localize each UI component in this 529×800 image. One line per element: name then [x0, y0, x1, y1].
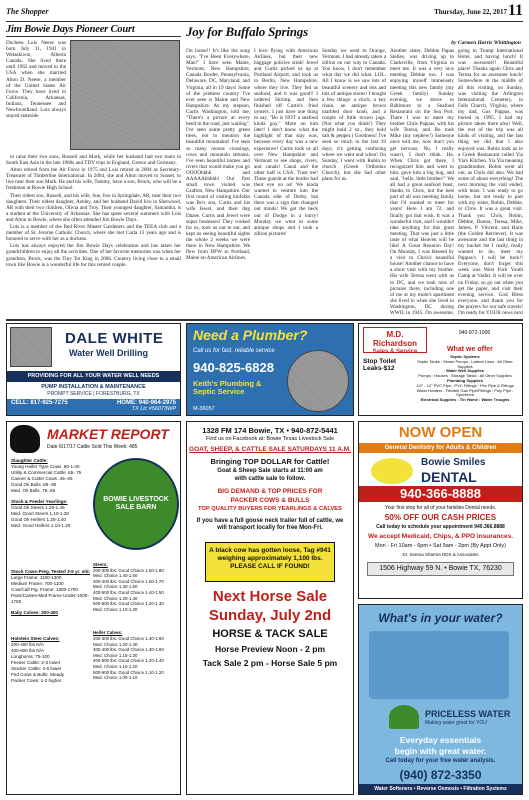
market-line: Med. Choice 1.00-1.10: [93, 675, 138, 681]
mdr-sub: Sales & Service: [372, 349, 418, 355]
dental-general: General Dentistry for Adults & Children: [359, 443, 522, 453]
market-line: 300-400 lbs. Good Choice 1.50-1.70: [93, 578, 164, 584]
joy-article: [186, 24, 523, 316]
market-line: Good Ok Steers 1.20-1.45: [11, 505, 65, 510]
market-line: Canner & Cutter Cows .45-.65: [11, 476, 73, 481]
market-line: Med. Choice 1.30-1.50: [93, 584, 138, 590]
divider: [6, 319, 523, 321]
dale-home: HOME: 940-964-2975: [116, 400, 176, 406]
water-logo-icon: [389, 705, 419, 729]
market-line: Pairs/Calves-Med Frame Under-1000-1750: [11, 593, 89, 604]
barn-goat-follow: with cattle sale to follow.: [234, 476, 306, 482]
water-call: Call today for your free water analysis.: [385, 758, 496, 764]
market-line: Med. Choice 1.10-1.30: [93, 606, 138, 612]
market-line: Good Ok Bulls .85-.95: [11, 482, 57, 487]
pairs-list: [11, 575, 91, 605]
joy-column-2: I love flying with American Airlines, but their new baggage policies stink! Jewel and Curtis picked us up at Portland Airport, and took us to Berlin, New Hampshire, where they live. They fed us seafood, and it was good!! I ordered Shrimp, and then finished off Curtis's fried oysters. I just have one thing to say, "Bo is NOT a seafood kinda guy." More on him later! I don't know what the highlight of that stay was, because every day was a new experience! Curtis took us all over New Hampshire and Vermont to see shops, rivers, and canals! Canal and the other half is USA. Trust me! These guards at the border had their eye on us! We kinda wanted to venture into the Canada side of Derby, but there was a sign that changed our minds! We got the heck out of Dodge in a hurry! Monday we went to some antique shops and I took a zillion pictures!: [254, 48, 318, 237]
market-line: Utility & Commercial Cattle .65-.75: [11, 470, 82, 475]
holstein-heading: Holstein Steer Calves:: [11, 636, 60, 641]
mdr-name: M.D. Richardson: [372, 330, 417, 348]
joy-column-1: I'm home!! It's like the song says, "I've Been Everywhere, Man!" I have seen Maine, Vermont, New Hampshire, Canada Border, Pennsylvania, Delaware, DC, Maryland, and Virginia, all in 19 days! Some of the prettiest country I've ever seen is Maine and New Hampshire. As my stepson, Curtis Washington, told me, "There's a picture at every bend in the road, just waiting". I've seen some pretty green trees, not to mention the beautiful mountains! I've seen so many moose crossings, cows and mountain streams. I've seen beautiful homes and rivers that would make you go OOOOhhhh and AAAAAhhhhh! Our first small town visited was Grafton, New Hampshire. Our first round of visiting kinfolks was Bo's son, Curtis and his wife Jewel, and their dog Dazee. Curtis and Jewel were super hostesses! They cooked for us, took us out to eat, and kept us seeing beautiful sights the whole 2 weeks we were there in New Hampshire. We flew from DFW to Portland, Maine on American Airlines.: [186, 48, 250, 262]
barn-tack-time: Tack Sale 2 pm - Horse Sale 5 pm: [202, 658, 338, 668]
bowie-paragraph: Alton retired from the Air Force in 1975 and Lois retired in 2004 as Secretary-Treasurer of Timberline International. In 2004, she and Alton moved to Sunset, to live near their son Mark. He and his wife, Tammy, have a son, Brock, who will be a freshman at Bowie High School.: [6, 167, 181, 192]
dental-accept: We accept Medicaid, Chips, & PPO insurances.: [367, 533, 514, 540]
heifers-list: [93, 636, 179, 681]
market-line: Med. Choice 1.20-1.40: [93, 641, 138, 647]
dale-cell: CELL: 817-925-7275: [11, 400, 68, 406]
barn-goat-sale: GOAT, SHEEP, & CATTLE SALE SATURDAYS 11 A.M.: [189, 446, 351, 453]
plumber-company: Keith's Plumbing & Septic Service: [193, 379, 262, 396]
water-sub: Making water great for YOU: [425, 720, 487, 726]
slaughter-heading: Slaughter Cattle:: [11, 458, 48, 463]
market-title: MARKET REPORT: [47, 426, 169, 442]
dental-hours: Mon - Fri 10am - 6pm • Sat 9am - 2pm (By Appt Only): [375, 543, 506, 549]
water-begin: begin with great water.: [394, 746, 487, 756]
page-header: [6, 4, 523, 22]
joy-column-4: Another sister, Debbie Papas Stelles, was driving up to Clarksville, from Virginia to meet me. It was a very nice meeting Debbie too. I was enjoying myself immensely meeting this new family (my Greek family) Sunday evening, we drove to Baltimore to a Seafood Restaurant on the Sea Port. There I was to meet my brother Chris Pappas, with his wife Teresa, and Bo took Mike (my nephew!) Someone once told me, now don't you get nervous. No, I really wasn't, I don't think. Ha. When Chris got there, I recognized him and went to him, gave him a big hug, and said, "hello, little brother!" We all had a great seafood feast, thanks to Chris, but the best part of all was meeting family that I'd wanted to meet for years! Here I am 72, and finally got that wish. It was a wonderful visit, and I wouldn't take anything for this great meeting. That was just a little taste of what Heaven will be like! A Great Reunion Day! On Monday, I was blessed by a visit to Chris's beautiful house! Another chance to have a short visit with my brother. His wife Teresa went with us to DC, and we took tons of pictures there, including one of me at my mom's apartment she lived in when she lived in Washington, DC during WWII, in 1945. I'm awesome,: [390, 48, 454, 316]
barn-demand: BIG DEMAND & TOP PRICES FOR: [217, 488, 323, 495]
barn-sunday: Sunday, July 2nd: [208, 607, 332, 624]
water-splash-photo: [369, 631, 509, 699]
stock-list: [11, 505, 91, 529]
market-line: Longhorns: 75-100: [11, 654, 50, 659]
dental-word: DENTAL: [421, 469, 477, 485]
market-line: 200-300 lbs. Good Choice 1.40-1.60: [93, 635, 164, 641]
dale-banner: PROVIDING FOR ALL YOUR WATER WELL NEEDS: [7, 371, 180, 382]
market-line: 200-300 lbs. Good Choice 1.60-1.80: [93, 567, 164, 573]
mdr-electrical: Electrical Supplies : Tin Home : Water Troughs: [420, 397, 510, 403]
dental-address: 1506 Highway 59 N. • Bowie TX, 76230: [367, 562, 514, 576]
steers-list: [93, 568, 179, 613]
market-dates: Date 6/17/17 Cattle Sold This Week: 485: [47, 444, 138, 450]
market-line: Med. Choice 1.15-1.30: [93, 652, 138, 658]
dental-now-open: NOW OPEN: [398, 424, 483, 441]
mdr-ad: [358, 323, 523, 416]
duchess-photo: [70, 40, 180, 150]
plumber-tagline: Call us for fast, reliable service: [193, 348, 275, 354]
sale-barn-ad: [186, 421, 354, 795]
barn-address: 1328 FM 174 Bowie, TX • 940-872-5441: [202, 426, 338, 435]
market-line: Stocker Cattle: 4-5 lower: [11, 666, 62, 671]
barn-next-horse: Next Horse Sale: [212, 588, 328, 605]
mdr-water: Pumps : Houses : Storage Tanks : All Other Supplies: [418, 373, 512, 379]
dental-call: Call today to schedule your appointment 940.366.8888: [376, 524, 505, 530]
market-line: Packer Cows: 1-2 higher: [11, 678, 62, 683]
market-line: Medium Frame: 700-1100: [11, 581, 64, 586]
water-services: Water Softeners • Reverse Osmosis • Filtration Systems: [359, 784, 522, 794]
market-line: Fed Cows & Bulls: Steady: [11, 672, 65, 677]
market-line: 500-600 lbs. Good Choice 1.10-1.20: [93, 669, 164, 675]
heifers-heading: Heifer Calves:: [93, 630, 123, 636]
dale-white-name: DALE WHITE: [65, 330, 164, 347]
market-line: Med. Choice 1.10-1.20: [93, 663, 138, 669]
market-line: Feeder Cattle: 2-3 lower: [11, 660, 61, 665]
barn-goat-time: Goat & Sheep Sale starts at 11:00 am: [217, 468, 323, 474]
mdr-phone: 940-872-1006: [459, 330, 491, 336]
barn-haul: If you have a full goose neck trailer full of cattle, we will transport locally for free Mon-Fri.: [196, 518, 344, 531]
mdr-water-heading: Water Well Supplies: [445, 368, 484, 374]
page-number: 11: [507, 2, 523, 19]
market-report: [6, 421, 181, 795]
dental-ad: [358, 421, 523, 599]
dental-phone: 940-366-8888: [359, 486, 522, 502]
drill-rig-photo: [10, 327, 52, 367]
market-line: Young Heifer Type Cows .80-1.00: [11, 464, 80, 469]
bowie-body: [6, 154, 181, 316]
bowie-paragraph: Their oldest son, Russell, and his wife, Sue, live in Springdale, AR, near their two daughters. Their oldest daughter, Ashley, and her husband David live in Sherwood, AR with their two children, Olivia and Troy. Their youngest daughter, Samantha, is a student at the University of Arkansas. She has spent several summers with Lois and Alton in Bowie, where she often attended Jim Bowie Days.: [6, 192, 181, 223]
sale-barn-logo-text: BOWIE LIVESTOCK SALE BARN: [103, 496, 169, 511]
market-line: 400-500 lbs. Good Choice 1.40-1.50: [93, 589, 164, 595]
market-line: Med. Choice 1.40-1.60: [93, 573, 138, 579]
market-left-column: [11, 458, 91, 684]
dale-phones: [7, 399, 180, 416]
water-phone: (940) 872-3350: [399, 768, 482, 782]
market-line: Good Ok Heifers 1.20-1.40: [11, 517, 66, 522]
barn-quality: TOP QUALITY BUYERS FOR YEARLINGS & CALVES: [197, 506, 343, 512]
baby-heading: Baby Calves: 300-400: [11, 610, 58, 615]
barn-horse-tack: HORSE & TACK SALE: [212, 628, 328, 640]
mdr-plumb: 1/2" - 12" PVC Pipe : PVC Fittings : Pex Pipe & Fittings: [416, 382, 514, 388]
publication-name: The Shopper: [6, 7, 49, 16]
slaughter-list: [11, 464, 91, 494]
bowie-article: [6, 24, 181, 316]
plumber-ad: [186, 323, 354, 416]
mdr-logo: [363, 327, 427, 353]
water-ad: [358, 604, 523, 795]
market-line: 200-400 lbs N/A: [11, 642, 44, 647]
market-line: Large Frame: 1100-1300: [11, 575, 62, 580]
joy-byline: by Carmen Harris Whittington: [451, 40, 521, 46]
water-everyday: Everyday essentials: [399, 735, 482, 745]
mdr-offer-list: [409, 355, 521, 403]
dale-white-ad: [6, 323, 181, 416]
market-right-column: [93, 562, 179, 681]
barn-facebook: Find us on Facebook at: Bowie Texas Livestock Sale: [205, 436, 335, 442]
dental-discount: 50% OFF OUR CASH PRICES: [384, 513, 497, 522]
tooth-logo-icon: [371, 458, 413, 484]
steers-heading: Steers:: [93, 562, 108, 567]
market-line: 300-400 lbs. Good Choice 1.30-1.50: [93, 647, 164, 653]
holstein-list: [11, 642, 91, 684]
mdr-plumb-heading: Plumbing Supplies: [446, 377, 483, 383]
joy-column-3: Sunday we went to Orange, Vermont. I had already taken a zillion on our way to Canada. You know, I don't remember what day we did what. LOL. All I know is we saw lots of beautiful scenery and lots and lots of antique stores! I bought a few things: a clock, a key chain, an antique brown marbled door knob, and a couple of little brown jugs. (Not what you think!) They might hold 2 oz., they hold salt & pepper.) Goodness! I've seen so much in the last 19 days, it's getting confusing where we went and when! On Sunday, I went with Robin to church (Greek Orthodox Church), but she had other plans for us.: [322, 48, 386, 182]
plumber-phone: 940-825-6828: [193, 360, 274, 375]
dale-pump: PUMP INSTALLATION & MAINTENANCE: [41, 384, 146, 390]
plumber-headline: Need a Plumber?: [193, 327, 308, 343]
bowie-paragraph: to raise their two sons, Russell and Mark, while her husband had two tours in South East Asia in the late 1960s and TDY trips to England, Greece and Germany.: [6, 154, 181, 167]
joy-column-5: going to Trump International Hotel, and having lunch! It was awesome!! Beautiful place! Thanks again Chris and Teresa for an awesome lunch! Somewhere in the middle of all this visiting, on Sunday, was visiting the Arlington International Cemetery, in Falls Church, Virginia, where my dad, Gus Pappas, was buried in 1995. I had my picture taken there also! Well, the rest of the trip was all kinds of visiting, and the last thing we did that I also enjoyed was, Robin took us to a Greek Restaurant called Yia Yia's Kitchen. Yia Yia meaning grandmother. Robin went all out, as Chris did also. We had some of about everything! The next morning the visit ended, with tears. I was ready to go home, but not ready to part with my sister, Robin, Debbie, or Chris. It was a great visit. Thank you Chris, Robin, Debbie, Donna, Teresa, Mike, James, P. Vincent, and Haris (the Golden Retriever). It was awesome and the last thing in my bucket list I really, really wanted to do, meet my Pappas's. I will be back!! Everyone, don't forget this week was West Fork Youth Camp at Vashti. It will be over on Friday, so go out when you get the paper, and visit their evening service. God Bless everyone, and thank you for the prayers for our safe travels! I'm ready for YOUR news next: [458, 48, 523, 316]
joy-headline: Joy for Buffalo Springs: [186, 24, 308, 39]
barn-packer: PACKER COWS & BULLS: [230, 497, 310, 504]
market-line: Med. Choice 1.20-1.40: [93, 595, 138, 601]
market-line: 400-600 lbs N/A: [11, 648, 44, 653]
barn-lost-cow: A black cow has gotten loose, Tag #941 weighing approximately 1,100 lbs. PLEASE CALL IF FOUND!: [205, 542, 335, 582]
mdr-offer-heading: What we offer: [447, 346, 493, 353]
dale-white-sub: Water Well Drilling: [69, 348, 149, 358]
dental-doctor: Dr. Seema Sharma DDS & Associates: [402, 552, 479, 557]
sale-barn-logo: [93, 458, 179, 550]
dental-first: Your first stop for all of your families Dental needs.: [384, 505, 497, 511]
plumber-license: M-36057: [193, 406, 215, 412]
barn-top-dollar: Bringing TOP DOLLAR for Cattle!: [210, 457, 330, 466]
mdr-stop: Stop Toilet Leaks-$12: [363, 358, 397, 372]
stock-heading: Stock & Feeder Yearlings:: [11, 499, 68, 504]
market-line: Cow/Calf Pig. Frame: 1300-1700: [11, 587, 78, 592]
market-line: Med. Good Heifers 1.10-1.20: [11, 523, 71, 528]
bowie-lead: Duchess Lois Neese was born July 31, 1941 in Wetaskiwin, Alberta Canada. She lived there until 1962 and moved to the USA when she married Alton D. Neese, a member of the United States Air Force. They have lived in California, Arkansas, Indiana, Tennessee and Newfoundland. Lois always stayed stateside: [6, 40, 66, 120]
issue-date: Thursday, June 22, 2017: [434, 8, 507, 16]
market-line: 400-500 lbs. Good Choice 1.20-1.40: [93, 658, 164, 664]
mdr-septic-heading: Septic Systems: [450, 354, 480, 359]
bull-icon: [10, 425, 40, 453]
pairs-heading: Stock Cows-Preg. Tested 3-9 yr. old:: [11, 569, 91, 574]
mdr-septic: Septic Tanks : Sewer Pumps : Lateral Lines : All Other Supplies: [417, 358, 513, 369]
water-name: PRICELESS WATER: [425, 709, 511, 719]
market-line: Med. Ok Bulls .75-.85: [11, 488, 56, 493]
bowie-paragraph: Lois has always enjoyed the Jim Bowie Days celebration and has taken her grandchildren to enjoy all the activities. One of her favorite memories was when her grandson, Brock, was the Tiny Tot King in 2006. Country living close to a small town like Bowie is a wonderful life for this retired couple.: [6, 243, 181, 268]
dale-license: TX Lic #56073WP: [131, 406, 176, 412]
mdr-heaters: Water Heaters : Flexible Gas Pipe/Fittings : Poly Pipe : Sprinklers: [416, 387, 514, 398]
dale-prompt: PROMPT SERVICE | FORESTBURG, TX: [47, 391, 140, 397]
water-question: What's in your water?: [378, 611, 503, 625]
bowie-paragraph: Lois is a member of the Red River Master Gardeners and the TEEA club and a member of St. Jerome Catholic Church, where she met Carla 13 years ago and is honored to serve with her as a duchess.: [6, 224, 181, 243]
market-line: 500-600 lbs. Good Choice 1.20-1.30: [93, 601, 164, 607]
market-line: Med. Good Steers 1.10-1.30: [11, 511, 69, 516]
plumber-photo: [287, 350, 349, 412]
barn-preview: Horse Preview Noon - 2 pm: [214, 644, 326, 654]
bowie-headline: Jim Bowie Days Pioneer Court: [6, 24, 181, 37]
dental-name: Bowie Smiles: [421, 457, 486, 468]
